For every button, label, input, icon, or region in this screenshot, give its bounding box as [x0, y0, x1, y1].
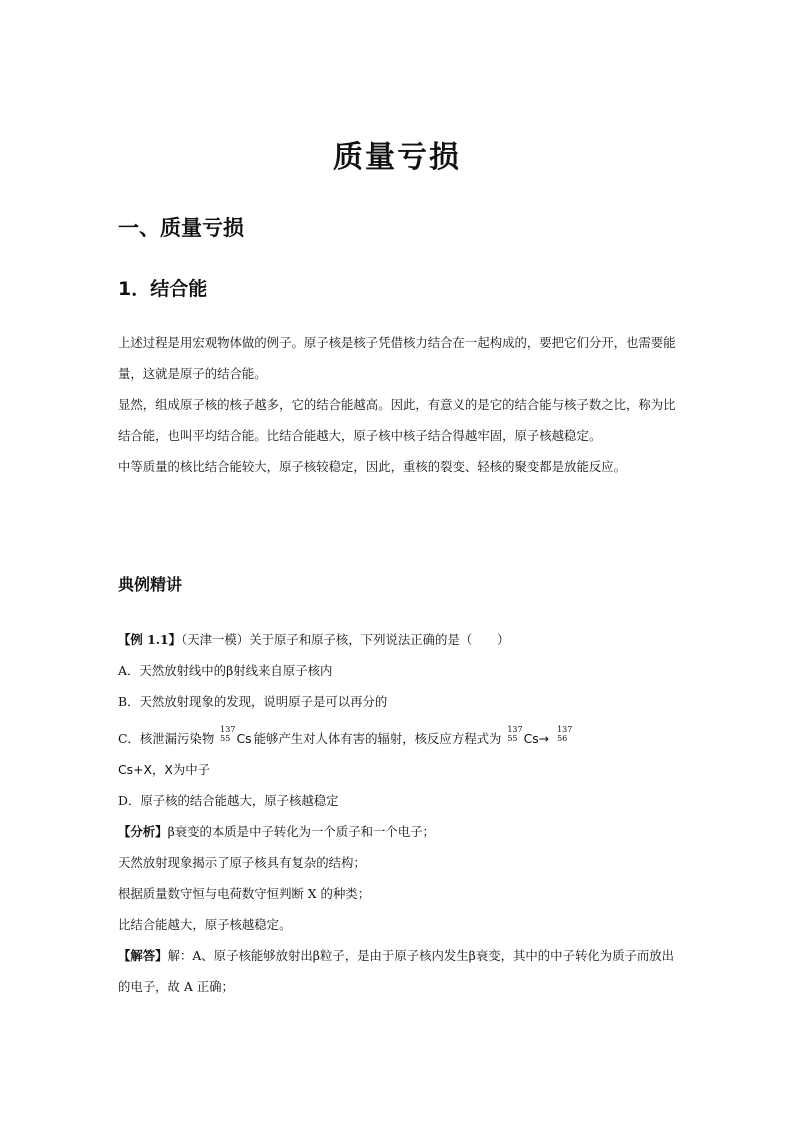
option-c-mid: 能够产生对人体有害的辐射，核反应方程式为 — [253, 731, 502, 746]
question-stem — [118, 624, 678, 655]
mass-number: 137 — [220, 724, 236, 734]
nuclide-symbol: Cs — [236, 731, 252, 746]
option-c-arrow: Cs→ — [523, 731, 550, 746]
nuclide-cs137-55-b — [507, 723, 549, 754]
option-c-prefix: C．核泄漏污染物 — [118, 731, 215, 746]
atomic-number: 55 — [507, 733, 518, 743]
section-heading: 一、质量亏损 — [118, 215, 244, 240]
option-a: A．天然放射线中的β射线来自原子核内 — [118, 663, 333, 678]
analysis-line: 根据质量数守恒与电荷数守恒判断 X 的种类； — [118, 886, 371, 901]
analysis-line: 比结合能越大，原子核越稳定。 — [118, 917, 292, 932]
analysis-line: 天然放射现象揭示了原子核具有复杂的结构； — [118, 855, 366, 870]
answer-line — [118, 940, 678, 1002]
example-tag: 【例 1.1】 — [118, 632, 182, 647]
atomic-number: 55 — [220, 733, 231, 743]
intro-paragraphs — [118, 327, 678, 482]
option-c — [118, 723, 678, 785]
nuclide-x-137-56 — [557, 723, 573, 754]
analysis-tag: 【分析】 — [118, 824, 168, 839]
page-title: 质量亏损 — [333, 140, 461, 175]
example-block — [118, 624, 678, 1002]
atomic-number: 56 — [557, 733, 568, 743]
answer-tag: 【解答】 — [118, 948, 168, 963]
option-d: D．原子核的结合能越大，原子核越稳定 — [118, 793, 339, 808]
analysis-line — [118, 816, 678, 847]
answer-text: 解：A、原子核能够放射出β粒子，是由于原子核内发生β衰变，其中的中子转化为质子而放出的电子，故 A 正确； — [118, 948, 675, 994]
mass-number: 137 — [557, 724, 573, 734]
nuclide-cs137-55 — [220, 723, 251, 754]
stem-text: （天津一模）关于原子和原子核，下列说法正确的是（ ） — [181, 632, 510, 647]
analysis-text: β衰变的本质是中子转化为一个质子和一个电子； — [167, 824, 435, 839]
option-c-end: Cs+X，X为中子 — [118, 762, 211, 777]
mass-number: 137 — [507, 724, 523, 734]
option-b: B．天然放射现象的发现，说明原子是可以再分的 — [118, 694, 388, 709]
paragraph: 显然，组成原子核的核子越多，它的结合能越高。因此，有意义的是它的结合能与核子数之比，称为比结合能，也叫平均结合能。比结合能越大，原子核中核子结合得越牢固，原子核越稳定。 — [118, 397, 676, 443]
examples-heading: 典例精讲 — [118, 575, 183, 594]
subsection-heading: 1．结合能 — [118, 278, 208, 300]
paragraph: 上述过程是用宏观物体做的例子。原子核是核子凭借核力结合在一起构成的，要把它们分开，也需要能量，这就是原子的结合能。 — [118, 335, 676, 381]
paragraph: 中等质量的核比结合能较大，原子核较稳定，因此，重核的裂变、轻核的聚变都是放能反应。 — [118, 459, 627, 474]
